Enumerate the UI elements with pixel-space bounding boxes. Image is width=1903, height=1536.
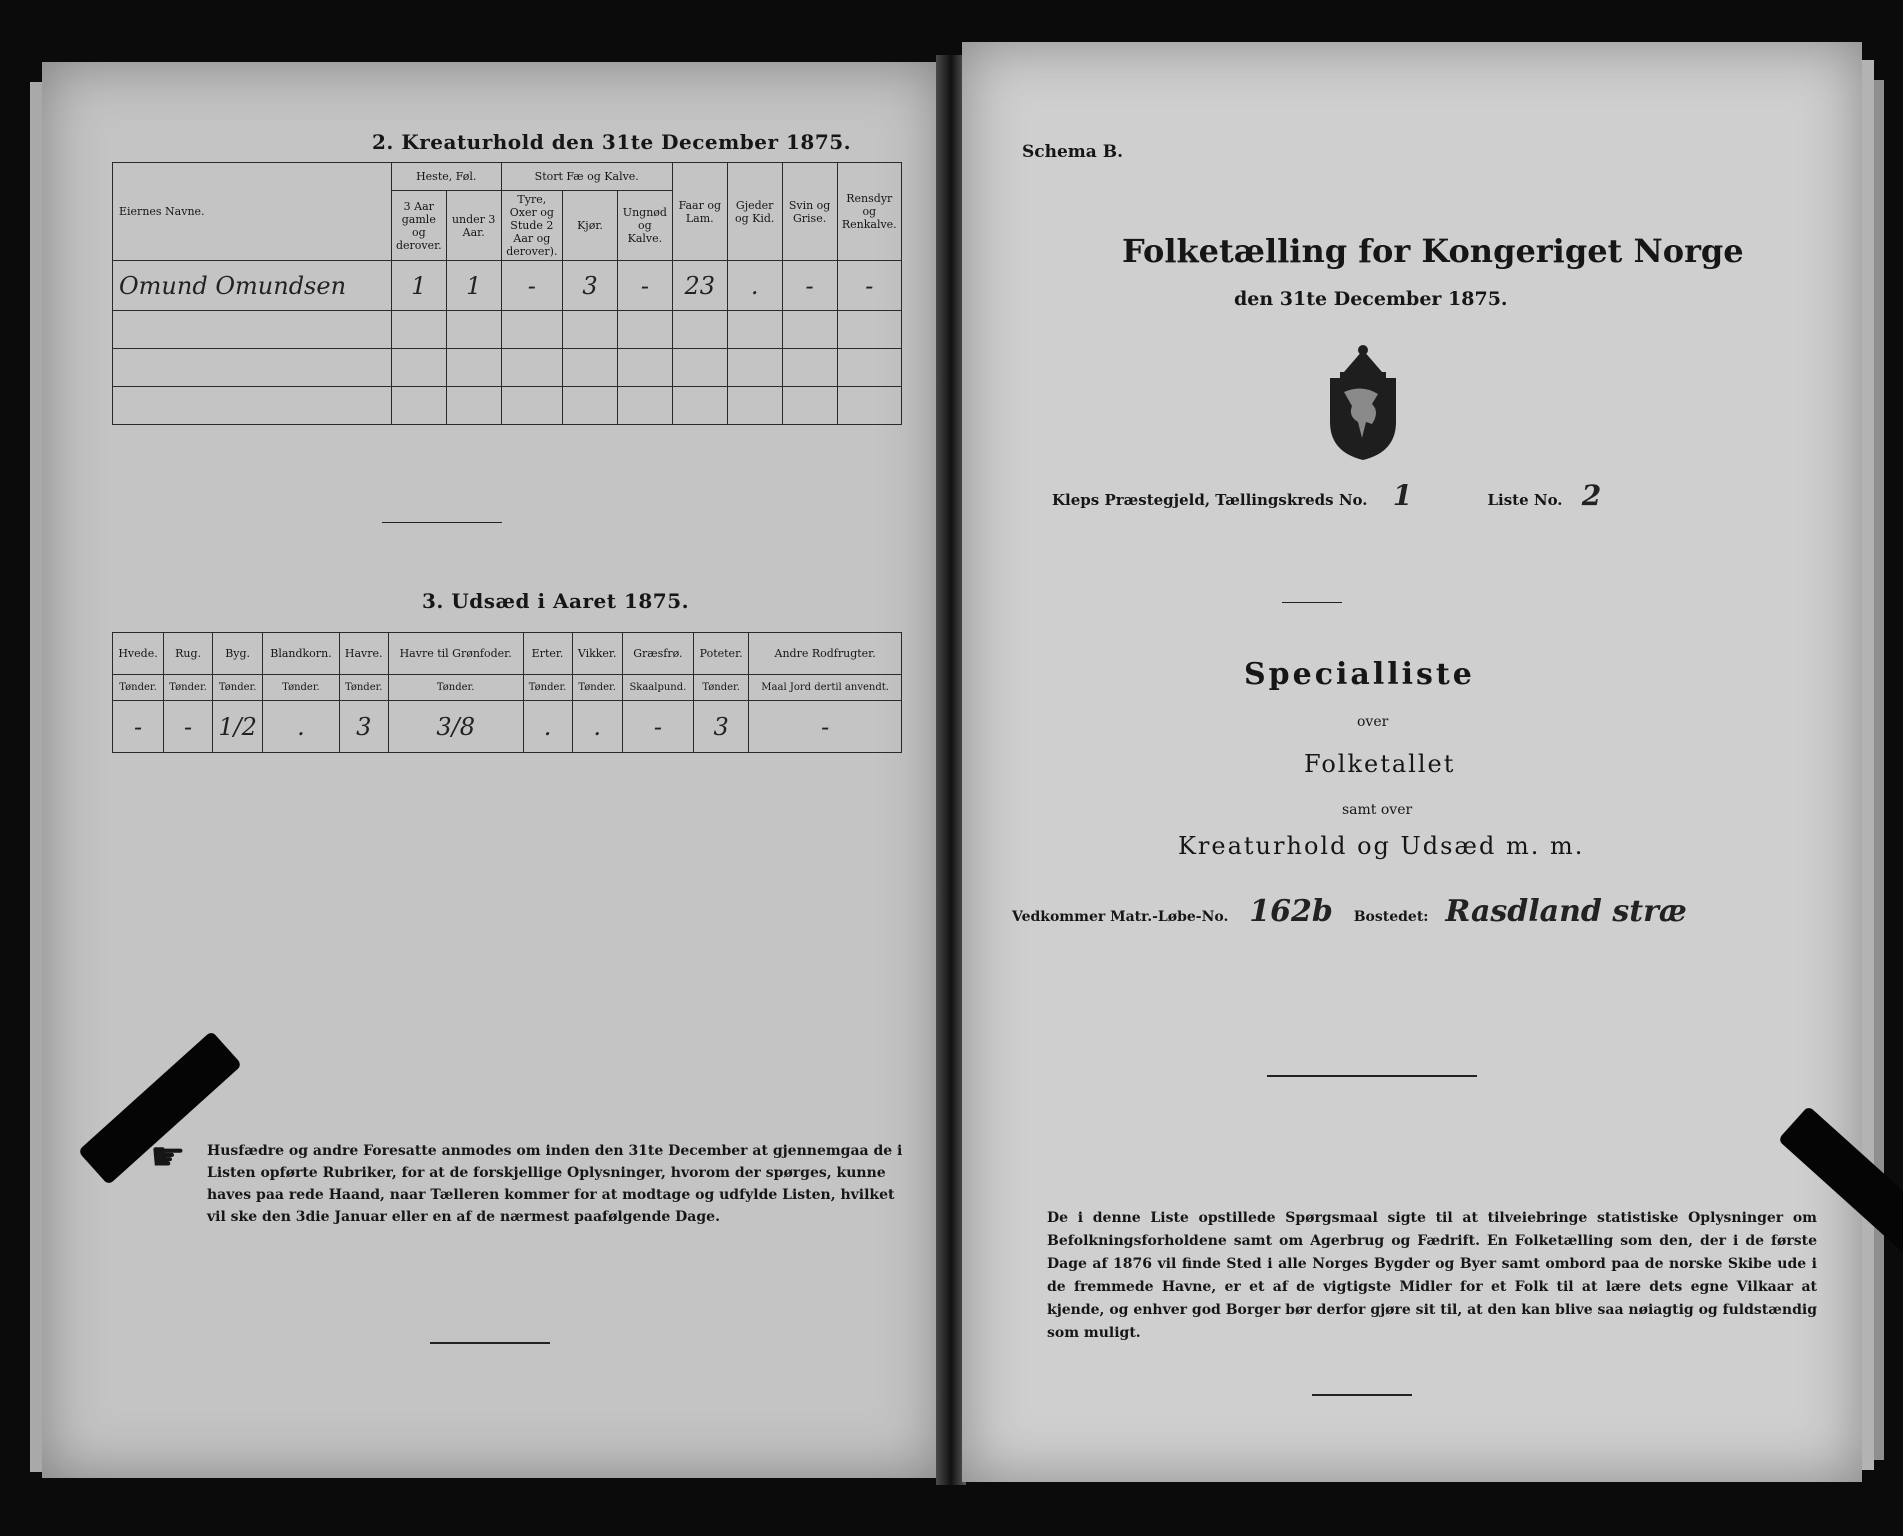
left-page xyxy=(42,62,942,1478)
pointing-hand-icon: ☛ xyxy=(150,1134,186,1180)
kjor-cell: 3 xyxy=(563,261,618,311)
gjeder-cell: . xyxy=(727,261,782,311)
seed-header-cell: Poteter. xyxy=(694,633,749,675)
empty-row xyxy=(113,311,902,349)
kreds-label: Tællingskreds No. xyxy=(1215,491,1368,509)
seed-header-cell: Græsfrø. xyxy=(622,633,693,675)
ungnod-cell: - xyxy=(617,261,672,311)
seed-unit-cell: Tønder. xyxy=(694,675,749,701)
faar-cell: 23 xyxy=(672,261,727,311)
svin-cell: - xyxy=(782,261,837,311)
over-text: over xyxy=(1357,714,1389,730)
divider xyxy=(1312,1394,1412,1396)
kreds-value: 1 xyxy=(1392,479,1413,512)
seed-header-cell: Hvede. xyxy=(113,633,164,675)
seed-value-cell: - xyxy=(622,701,693,753)
seed-table xyxy=(112,632,902,753)
rensdyr-cell: - xyxy=(837,261,901,311)
ungnod-header: Ungnød og Kalve. xyxy=(617,191,672,261)
seed-unit-cell: Tønder. xyxy=(388,675,523,701)
liste-label: Liste No. xyxy=(1487,491,1563,509)
livestock-table xyxy=(112,162,902,425)
line-prestegjeld xyxy=(1052,479,1601,512)
seed-unit-cell: Tønder. xyxy=(339,675,388,701)
seed-value-cell: - xyxy=(113,701,164,753)
heste-group-header: Heste, Føl. xyxy=(391,163,501,191)
folketallet-title: Folketallet xyxy=(1304,750,1456,778)
seed-value-cell: - xyxy=(749,701,902,753)
prestegjeld-label: Præstegjeld, xyxy=(1104,491,1211,509)
liste-value: 2 xyxy=(1581,479,1602,512)
owner-header: Eiernes Navne. xyxy=(113,163,392,261)
seed-unit-cell: Tønder. xyxy=(523,675,572,701)
seed-value-cell: 3 xyxy=(694,701,749,753)
divider xyxy=(1282,602,1342,603)
empty-row xyxy=(113,349,902,387)
seed-unit-row xyxy=(113,675,902,701)
prestegjeld-value: Kleps xyxy=(1052,491,1100,509)
tyre-header: Tyre, Oxer og Stude 2 Aar og derover). xyxy=(501,191,562,261)
specialliste-title: Specialliste xyxy=(1244,657,1475,692)
faar-header: Faar og Lam. xyxy=(672,163,727,261)
heste-under3-cell: 1 xyxy=(446,261,501,311)
seed-value-cell: . xyxy=(263,701,339,753)
heste-3aar-cell: 1 xyxy=(391,261,446,311)
footer-text: De i denne Liste opstillede Spørgsmaal sigte til at tilveiebringe statistiske Oplysninger om Befolkningsforholdene samt om Agerbrug og Fædrift. En Folketælling som den, der i de første Dage af 1876 vil finde Sted i alle Norges Bygder og Byer samt ombord paa de norske Skibe ude i de fremmede Havne, er et af de vigtigste Midler for et Folk til at lære dets egne Vilkaar at kjende, og enhver god Borger bør derfor gjøre sit til, at den kan blive saa nøiagtig og fuldstændig som muligt. xyxy=(1047,1210,1817,1341)
stort-group-header: Stort Fæ og Kalve. xyxy=(501,163,672,191)
empty-row xyxy=(113,387,902,425)
divider xyxy=(430,1342,550,1344)
seed-unit-cell: Tønder. xyxy=(213,675,263,701)
heste-under3-header: under 3 Aar. xyxy=(446,191,501,261)
seed-value-cell: 3 xyxy=(339,701,388,753)
divider xyxy=(1267,1075,1477,1077)
notice-text: Husfædre og andre Foresatte anmodes om inden den 31te December at gjennemgaa de i Listen opførte Rubriker, for at de forskjellige Oplysninger, hvorom der spørges, kunne haves paa rede Haand, naar Tælleren kommer for at modtage og udfylde Listen, hvilket vil ske den 3die Januar eller en af de nærmest paafølgende Dage. xyxy=(207,1143,903,1225)
seed-value-cell: - xyxy=(164,701,213,753)
seed-unit-cell: Tønder. xyxy=(113,675,164,701)
bosted-value: Rasdland stræ xyxy=(1445,894,1687,929)
kjor-header: Kjør. xyxy=(563,191,618,261)
seed-value-row xyxy=(113,701,902,753)
seed-header-cell: Rug. xyxy=(164,633,213,675)
matr-line xyxy=(1012,894,1687,929)
seed-header-row xyxy=(113,633,902,675)
seed-header-cell: Havre til Grønfoder. xyxy=(388,633,523,675)
matr-value: 162b xyxy=(1249,894,1333,929)
section3-title: 3. Udsæd i Aaret 1875. xyxy=(422,589,690,613)
livestock-row xyxy=(113,261,902,311)
gjeder-header: Gjeder og Kid. xyxy=(727,163,782,261)
svin-header: Svin og Grise. xyxy=(782,163,837,261)
heste-3aar-header: 3 Aar gamle og derover. xyxy=(391,191,446,261)
seed-unit-cell: Skaalpund. xyxy=(622,675,693,701)
page-edge-right-outer xyxy=(1874,80,1884,1460)
main-title: Folketælling for Kongeriget Norge xyxy=(1122,232,1744,270)
seed-unit-cell: Tønder. xyxy=(572,675,622,701)
kreaturhold-title: Kreaturhold og Udsæd m. m. xyxy=(1178,832,1585,860)
seed-header-cell: Erter. xyxy=(523,633,572,675)
divider xyxy=(382,522,502,523)
owner-cell: Omund Omundsen xyxy=(113,261,392,311)
seed-unit-cell: Maal Jord dertil anvendt. xyxy=(749,675,902,701)
seed-value-cell: 3/8 xyxy=(388,701,523,753)
samt-over-text: samt over xyxy=(1342,802,1413,818)
seed-value-cell: . xyxy=(523,701,572,753)
seed-header-cell: Havre. xyxy=(339,633,388,675)
seed-header-cell: Andre Rodfrugter. xyxy=(749,633,902,675)
seed-unit-cell: Tønder. xyxy=(164,675,213,701)
norway-coat-of-arms-icon xyxy=(1322,342,1404,462)
seed-header-cell: Blandkorn. xyxy=(263,633,339,675)
schema-label: Schema B. xyxy=(1022,142,1124,162)
right-page xyxy=(962,42,1862,1482)
seed-header-cell: Vikker. xyxy=(572,633,622,675)
bosted-label: Bostedet: xyxy=(1353,909,1429,925)
tyre-cell: - xyxy=(501,261,562,311)
matr-label: Vedkommer Matr.-Løbe-No. xyxy=(1012,909,1229,925)
section2-title: 2. Kreaturhold den 31te December 1875. xyxy=(372,130,852,154)
seed-header-cell: Byg. xyxy=(213,633,263,675)
rensdyr-header: Rensdyr og Renkalve. xyxy=(837,163,901,261)
seed-unit-cell: Tønder. xyxy=(263,675,339,701)
seed-value-cell: 1/2 xyxy=(213,701,263,753)
seed-value-cell: . xyxy=(572,701,622,753)
date-line: den 31te December 1875. xyxy=(1234,288,1508,310)
